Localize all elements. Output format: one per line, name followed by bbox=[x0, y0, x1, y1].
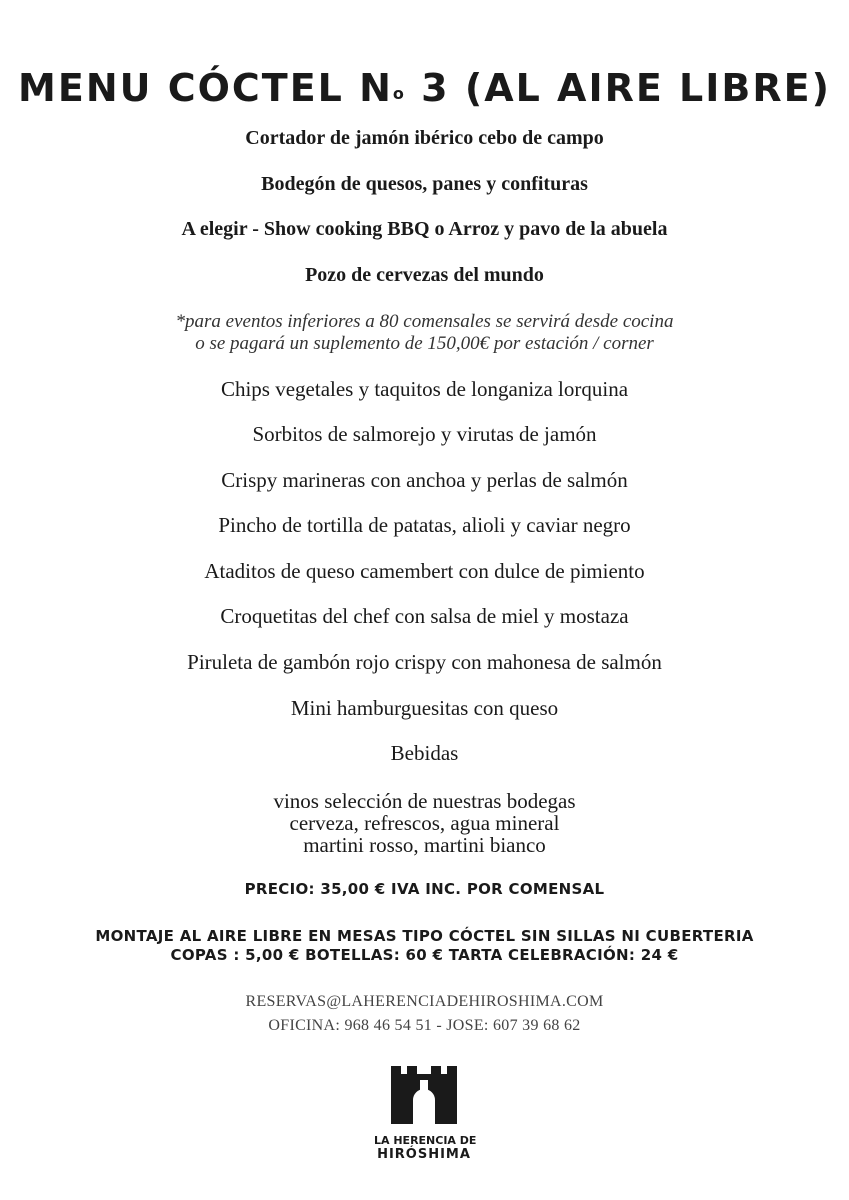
dish-item: Pincho de tortilla de patatas, alioli y caviar negro bbox=[218, 513, 631, 537]
dish-item: Crispy marineras con anchoa y perlas de salmón bbox=[221, 468, 628, 492]
price-line: PRECIO: 35,00 € IVA INC. POR COMENSAL bbox=[244, 880, 605, 898]
title-degree: o bbox=[392, 84, 406, 103]
dish-item: Mini hamburguesitas con queso bbox=[290, 696, 559, 720]
drinks-line-2: cerveza, refrescos, agua mineral bbox=[289, 811, 560, 835]
castle-tower-icon bbox=[391, 1066, 457, 1124]
contact-email: RESERVAS@LAHERENCIADEHIROSHIMA.COM bbox=[245, 993, 604, 1010]
conditions-line-2: COPAS : 5,00 € BOTELLAS: 60 € TARTA CELEBRACIÓN: 24 € bbox=[170, 946, 679, 964]
page-title bbox=[0, 58, 849, 118]
contact-phones: OFICINA: 968 46 54 51 - JOSE: 607 39 68 62 bbox=[268, 1017, 581, 1034]
dish-item: Sorbitos de salmorejo y virutas de jamón bbox=[252, 422, 597, 446]
note-line-2: o se pagará un suplemento de 150,00€ por estación / corner bbox=[195, 333, 654, 354]
station-cervezas: Pozo de cervezas del mundo bbox=[305, 264, 544, 286]
title-main: MENU CÓCTEL N bbox=[18, 66, 393, 110]
logo-line-1: LA HERENCIA DE bbox=[374, 1134, 477, 1147]
drinks-heading: Bebidas bbox=[390, 741, 459, 765]
station-jamon: Cortador de jamón ibérico cebo de campo bbox=[245, 127, 604, 149]
dish-item: Chips vegetales y taquitos de longaniza lorquina bbox=[220, 377, 629, 401]
station-quesos: Bodegón de quesos, panes y confituras bbox=[261, 173, 588, 195]
note-line-1: *para eventos inferiores a 80 comensales se servirá desde cocina bbox=[175, 311, 674, 332]
logo-line-2: HIRÓSHIMA bbox=[377, 1147, 471, 1162]
station-show-cooking: A elegir - Show cooking BBQ o Arroz y pavo de la abuela bbox=[181, 218, 668, 240]
drinks-line-1: vinos selección de nuestras bodegas bbox=[273, 789, 576, 813]
dish-item: Ataditos de queso camembert con dulce de pimiento bbox=[204, 559, 645, 583]
brand-logo bbox=[374, 1066, 477, 1162]
dish-item: Piruleta de gambón rojo crispy con mahonesa de salmón bbox=[187, 650, 662, 674]
title-rest: 3 (AL AIRE LIBRE) bbox=[405, 66, 831, 110]
drinks-line-3: martini rosso, martini bianco bbox=[303, 833, 546, 857]
dish-item: Croquetitas del chef con salsa de miel y mostaza bbox=[220, 604, 629, 628]
conditions-line-1: MONTAJE AL AIRE LIBRE EN MESAS TIPO CÓCTEL SIN SILLAS NI CUBERTERIA bbox=[95, 927, 754, 945]
